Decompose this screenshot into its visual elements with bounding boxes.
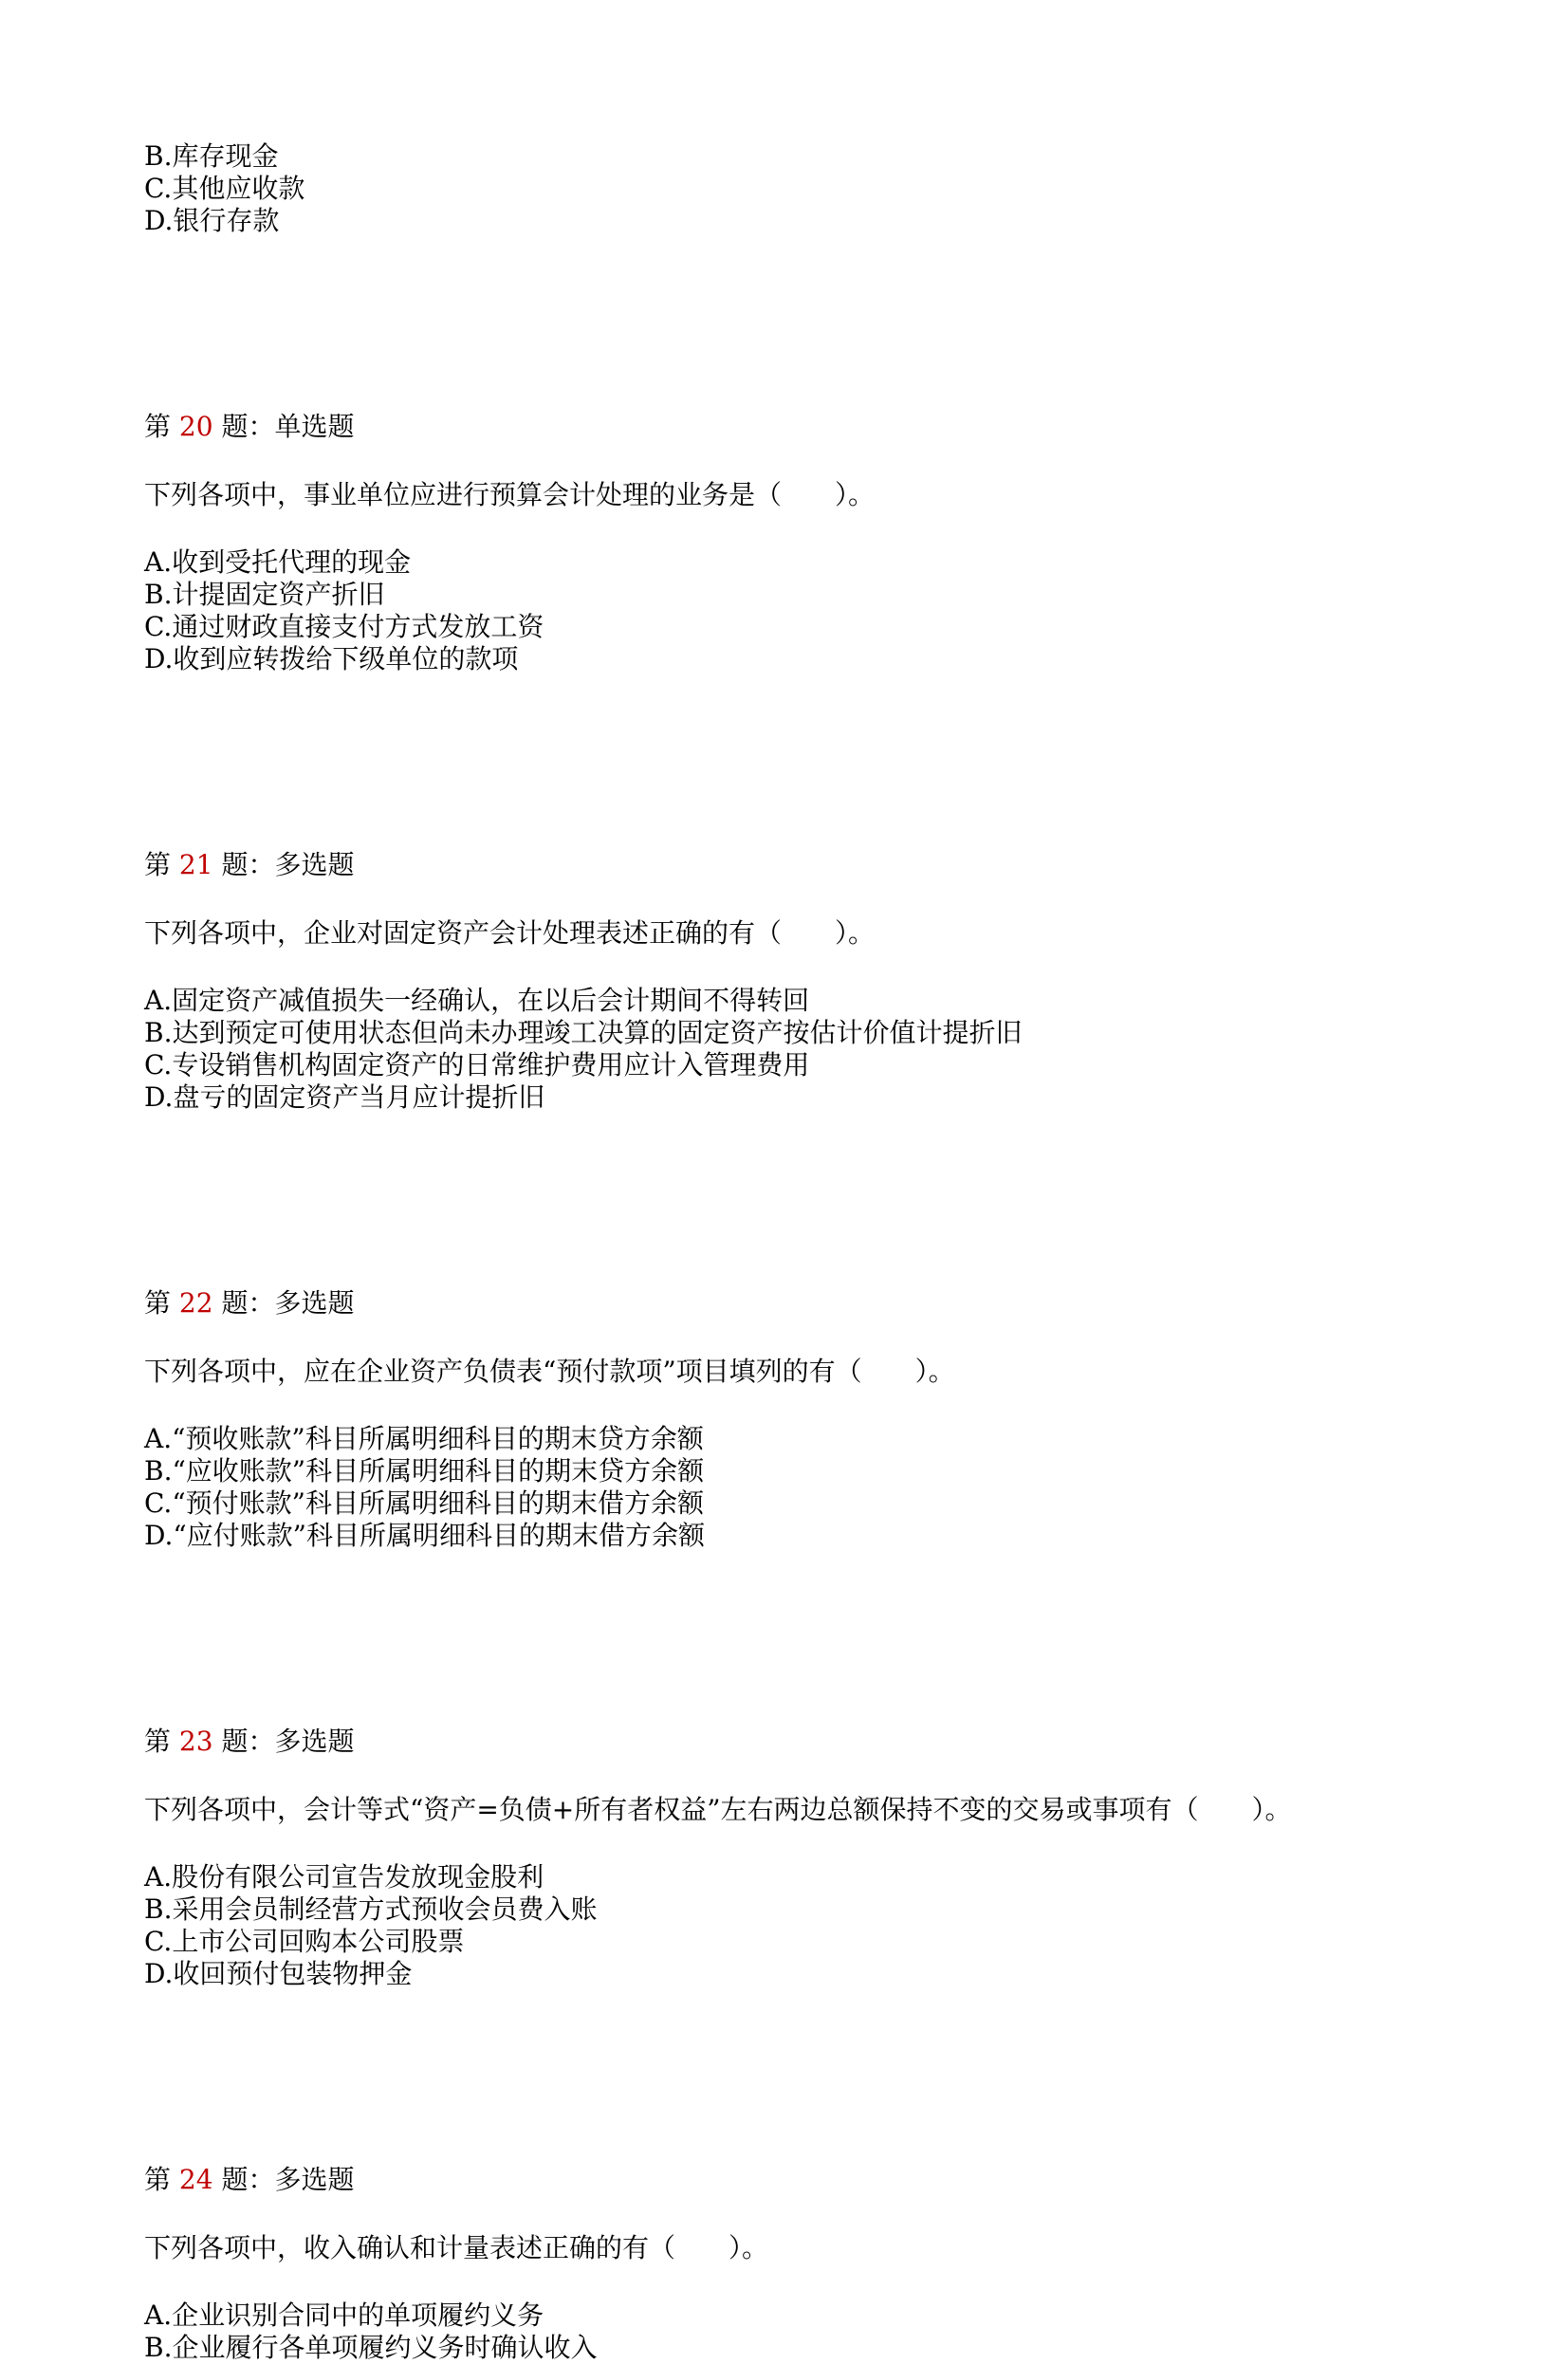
option-item: B.企业履行各单项履约义务时确认收入: [144, 2332, 598, 2363]
question-block-24: [144, 2164, 1472, 2364]
question-prefix: 第: [144, 849, 179, 880]
question-header: [144, 1726, 1472, 1758]
question-header: [144, 2164, 1472, 2196]
question-number: 22: [178, 1287, 213, 1319]
question-type: 题：多选题: [212, 1726, 355, 1757]
option-item: A.企业识别合同中的单项履约义务: [144, 2299, 544, 2331]
option-item: B.“应收账款”科目所属明细科目的期末贷方余额: [144, 1455, 705, 1487]
question-number: 23: [178, 1726, 213, 1757]
question-stem: 下列各项中，会计等式“资产=负债+所有者权益”左右两边总额保持不变的交易或事项有（ ）。: [144, 1794, 1292, 1825]
option-item: C.通过财政直接支付方式发放工资: [144, 611, 544, 642]
question-header: [144, 849, 1472, 881]
question-number: 20: [178, 411, 213, 442]
option-item: C.上市公司回购本公司股票: [144, 1926, 465, 1957]
question-type: 题：多选题: [212, 2164, 355, 2195]
option-item: C.其他应收款: [144, 173, 305, 204]
question-stem: 下列各项中，收入确认和计量表述正确的有（ ）。: [144, 2232, 769, 2263]
question-prefix: 第: [144, 1726, 179, 1757]
question-prefix: 第: [144, 1287, 179, 1319]
option-item: C.专设销售机构固定资产的日常维护费用应计入管理费用: [144, 1049, 810, 1080]
question-type: 题：单选题: [212, 411, 355, 442]
option-item: B.达到预定可使用状态但尚未办理竣工决算的固定资产按估计价值计提折旧: [144, 1017, 1023, 1048]
question-number: 24: [178, 2164, 213, 2195]
question-header: [144, 411, 1472, 443]
option-item: A.股份有限公司宣告发放现金股利: [144, 1861, 544, 1893]
question-block-23: [144, 1726, 1472, 1990]
option-item: B.采用会员制经营方式预收会员费入账: [144, 1893, 598, 1925]
option-item: D.收到应转拨给下级单位的款项: [144, 643, 519, 674]
question-type: 题：多选题: [212, 849, 355, 880]
option-item: B.计提固定资产折旧: [144, 579, 385, 610]
question-number: 21: [178, 849, 213, 880]
question-block-21: [144, 849, 1472, 1114]
question-prefix: 第: [144, 411, 179, 442]
question-stem: 下列各项中，应在企业资产负债表“预付款项”项目填列的有（ ）。: [144, 1356, 955, 1387]
question-prefix: 第: [144, 2164, 179, 2195]
carryover-option-list: [144, 140, 1472, 237]
question-stem: 下列各项中，企业对固定资产会计处理表述正确的有（ ）。: [144, 917, 876, 949]
option-item: D.银行存款: [144, 205, 280, 236]
option-item: D.盘亏的固定资产当月应计提折旧: [144, 1081, 545, 1113]
question-block-22: [144, 1287, 1472, 1552]
question-block-20: [144, 411, 1472, 675]
option-item: D.“应付账款”科目所属明细科目的期末借方余额: [144, 1520, 705, 1551]
option-item: A.收到受托代理的现金: [144, 546, 412, 578]
option-item: C.“预付账款”科目所属明细科目的期末借方余额: [144, 1487, 704, 1519]
question-type: 题：多选题: [212, 1287, 355, 1319]
question-header: [144, 1287, 1472, 1320]
option-item: A.固定资产减值损失一经确认，在以后会计期间不得转回: [144, 985, 810, 1016]
option-item: D.收回预付包装物押金: [144, 1958, 413, 1989]
option-item: A.“预收账款”科目所属明细科目的期末贷方余额: [144, 1423, 704, 1454]
option-item: B.库存现金: [144, 140, 279, 172]
question-stem: 下列各项中，事业单位应进行预算会计处理的业务是（ ）。: [144, 479, 876, 510]
document-page: [144, 140, 1472, 2364]
